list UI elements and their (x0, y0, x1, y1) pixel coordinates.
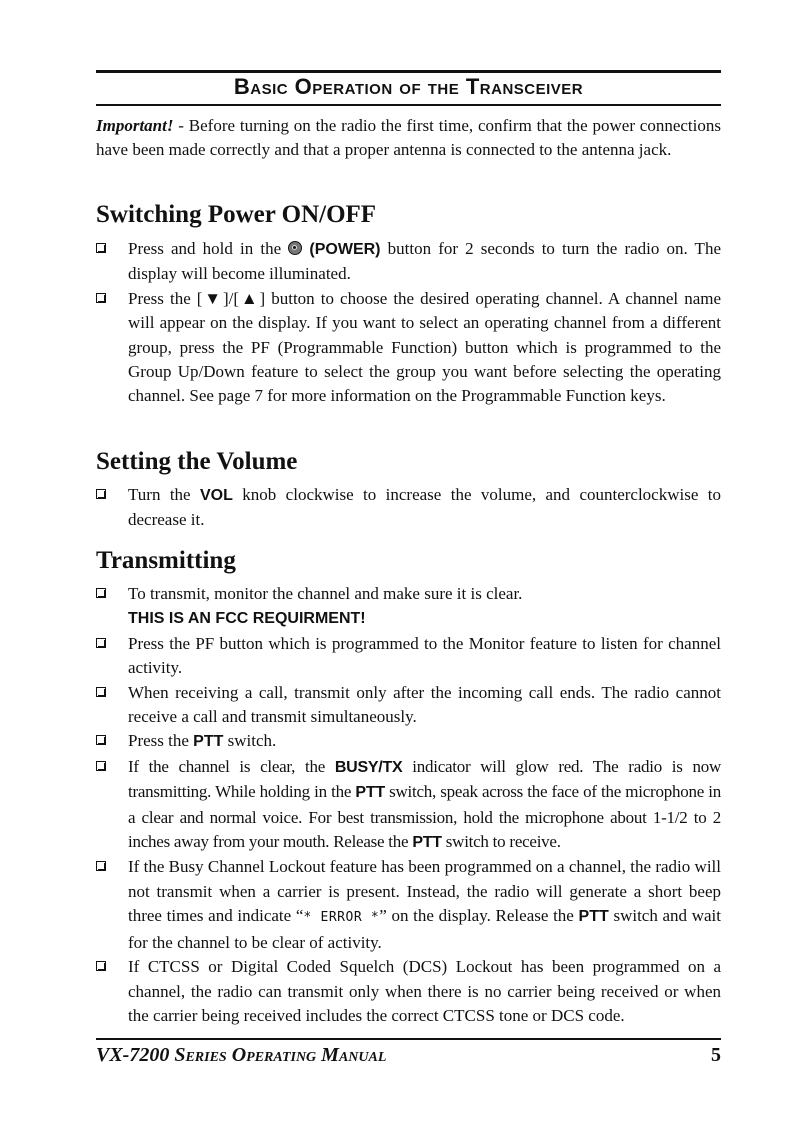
busy-tx-label: BUSY/TX (334, 758, 403, 776)
checkbox-bullet-icon (96, 961, 106, 971)
list-item: If the channel is clear, the BUSY/TX indicator will glow red. The radio is now transmitting. While holding in the PTT switch, speak across the face of the microphone in a clear and normal voice. For best transmission, hold the microphone about 1-1/2 to 2 inches away from your mouth. Release the PTT switch to receive. (96, 755, 721, 856)
vol-key-label: VOL (200, 487, 233, 504)
checkbox-bullet-icon (96, 735, 106, 745)
checkbox-bullet-icon (96, 588, 106, 598)
header-rule-top (96, 70, 721, 73)
page-footer (96, 1044, 721, 1067)
ptt-key-label: PTT (412, 834, 442, 852)
footer-rule (96, 1038, 721, 1040)
power-key-label: (POWER) (309, 241, 381, 258)
page-number: 5 (711, 1044, 721, 1066)
intro-paragraph (96, 114, 721, 162)
footer-title: Series Operating Manual (174, 1044, 387, 1066)
checkbox-bullet-icon (96, 761, 106, 771)
important-label: Important! (96, 116, 174, 135)
checkbox-bullet-icon (96, 243, 106, 253)
list-item: Press the PF button which is programmed to the Monitor feature to listen for channel activity. (96, 632, 721, 681)
ptt-key-label: PTT (193, 733, 224, 751)
list-item: Press the [▼]/[▲] button to choose the desired operating channel. A channel name will appear on the display. If you want to select an operating channel from a different group, press the PF (Programmable Function) button which is programmed to the Group Up/Down feature to select the group you want before selecting the operating channel. See page 7 for more information on the Programmable Function keys. (96, 287, 721, 409)
up-arrow-icon: ▲ (239, 288, 260, 308)
page-title: Basic Operation of the Transceiver (233, 74, 584, 99)
checkbox-bullet-icon (96, 638, 106, 648)
footer-model: VX-7200 (96, 1044, 170, 1066)
error-display-text: * ERROR * (303, 910, 380, 926)
down-arrow-icon: ▼ (202, 288, 223, 308)
list-item: If the Busy Channel Lockout feature has been programmed on a channel, the radio will not transmit when a carrier is present. Instead, the radio will generate a short beep three times and indicate “* ERROR *” on the display. Release the PTT switch and wait for the channel to be clear of activity. (96, 855, 721, 955)
volume-list (96, 483, 721, 533)
heading-power: Switching Power ON/OFF (96, 201, 377, 228)
transmit-list (96, 582, 721, 1028)
ptt-key-label: PTT (355, 784, 385, 802)
power-button-icon (288, 241, 302, 255)
fcc-requirement-note: THIS IS AN FCC REQUIRMENT! (128, 610, 366, 628)
heading-transmitting: Transmitting (96, 547, 236, 574)
checkbox-bullet-icon (96, 489, 106, 499)
list-item: Press the PTT switch. (96, 729, 721, 754)
checkbox-bullet-icon (96, 861, 106, 871)
list-item: To transmit, monitor the channel and make sure it is clear. THIS IS AN FCC REQUIRMENT! (96, 582, 721, 632)
list-item: Turn the VOL knob clockwise to increase the volume, and counterclockwise to decrease it. (96, 483, 721, 533)
power-list (96, 237, 721, 409)
list-item: If CTCSS or Digital Coded Squelch (DCS) Lockout has been programmed on a channel, the radio can transmit only when there is no carrier being received or when the carrier being received includes the correct CTCSS tone or DCS code. (96, 955, 721, 1028)
ptt-key-label: PTT (578, 908, 609, 926)
list-item: Press and hold in the (POWER) button for 2 seconds to turn the radio on. The display will become illuminated. (96, 237, 721, 287)
checkbox-bullet-icon (96, 293, 106, 303)
list-item: When receiving a call, transmit only after the incoming call ends. The radio cannot receive a call and transmit simultaneously. (96, 681, 721, 730)
checkbox-bullet-icon (96, 687, 106, 697)
heading-volume: Setting the Volume (96, 448, 298, 475)
intro-text: - Before turning on the radio the first time, confirm that the power connections have been made correctly and that a proper antenna is connected to the antenna jack. (96, 116, 721, 160)
header-rule-bottom (96, 104, 721, 106)
